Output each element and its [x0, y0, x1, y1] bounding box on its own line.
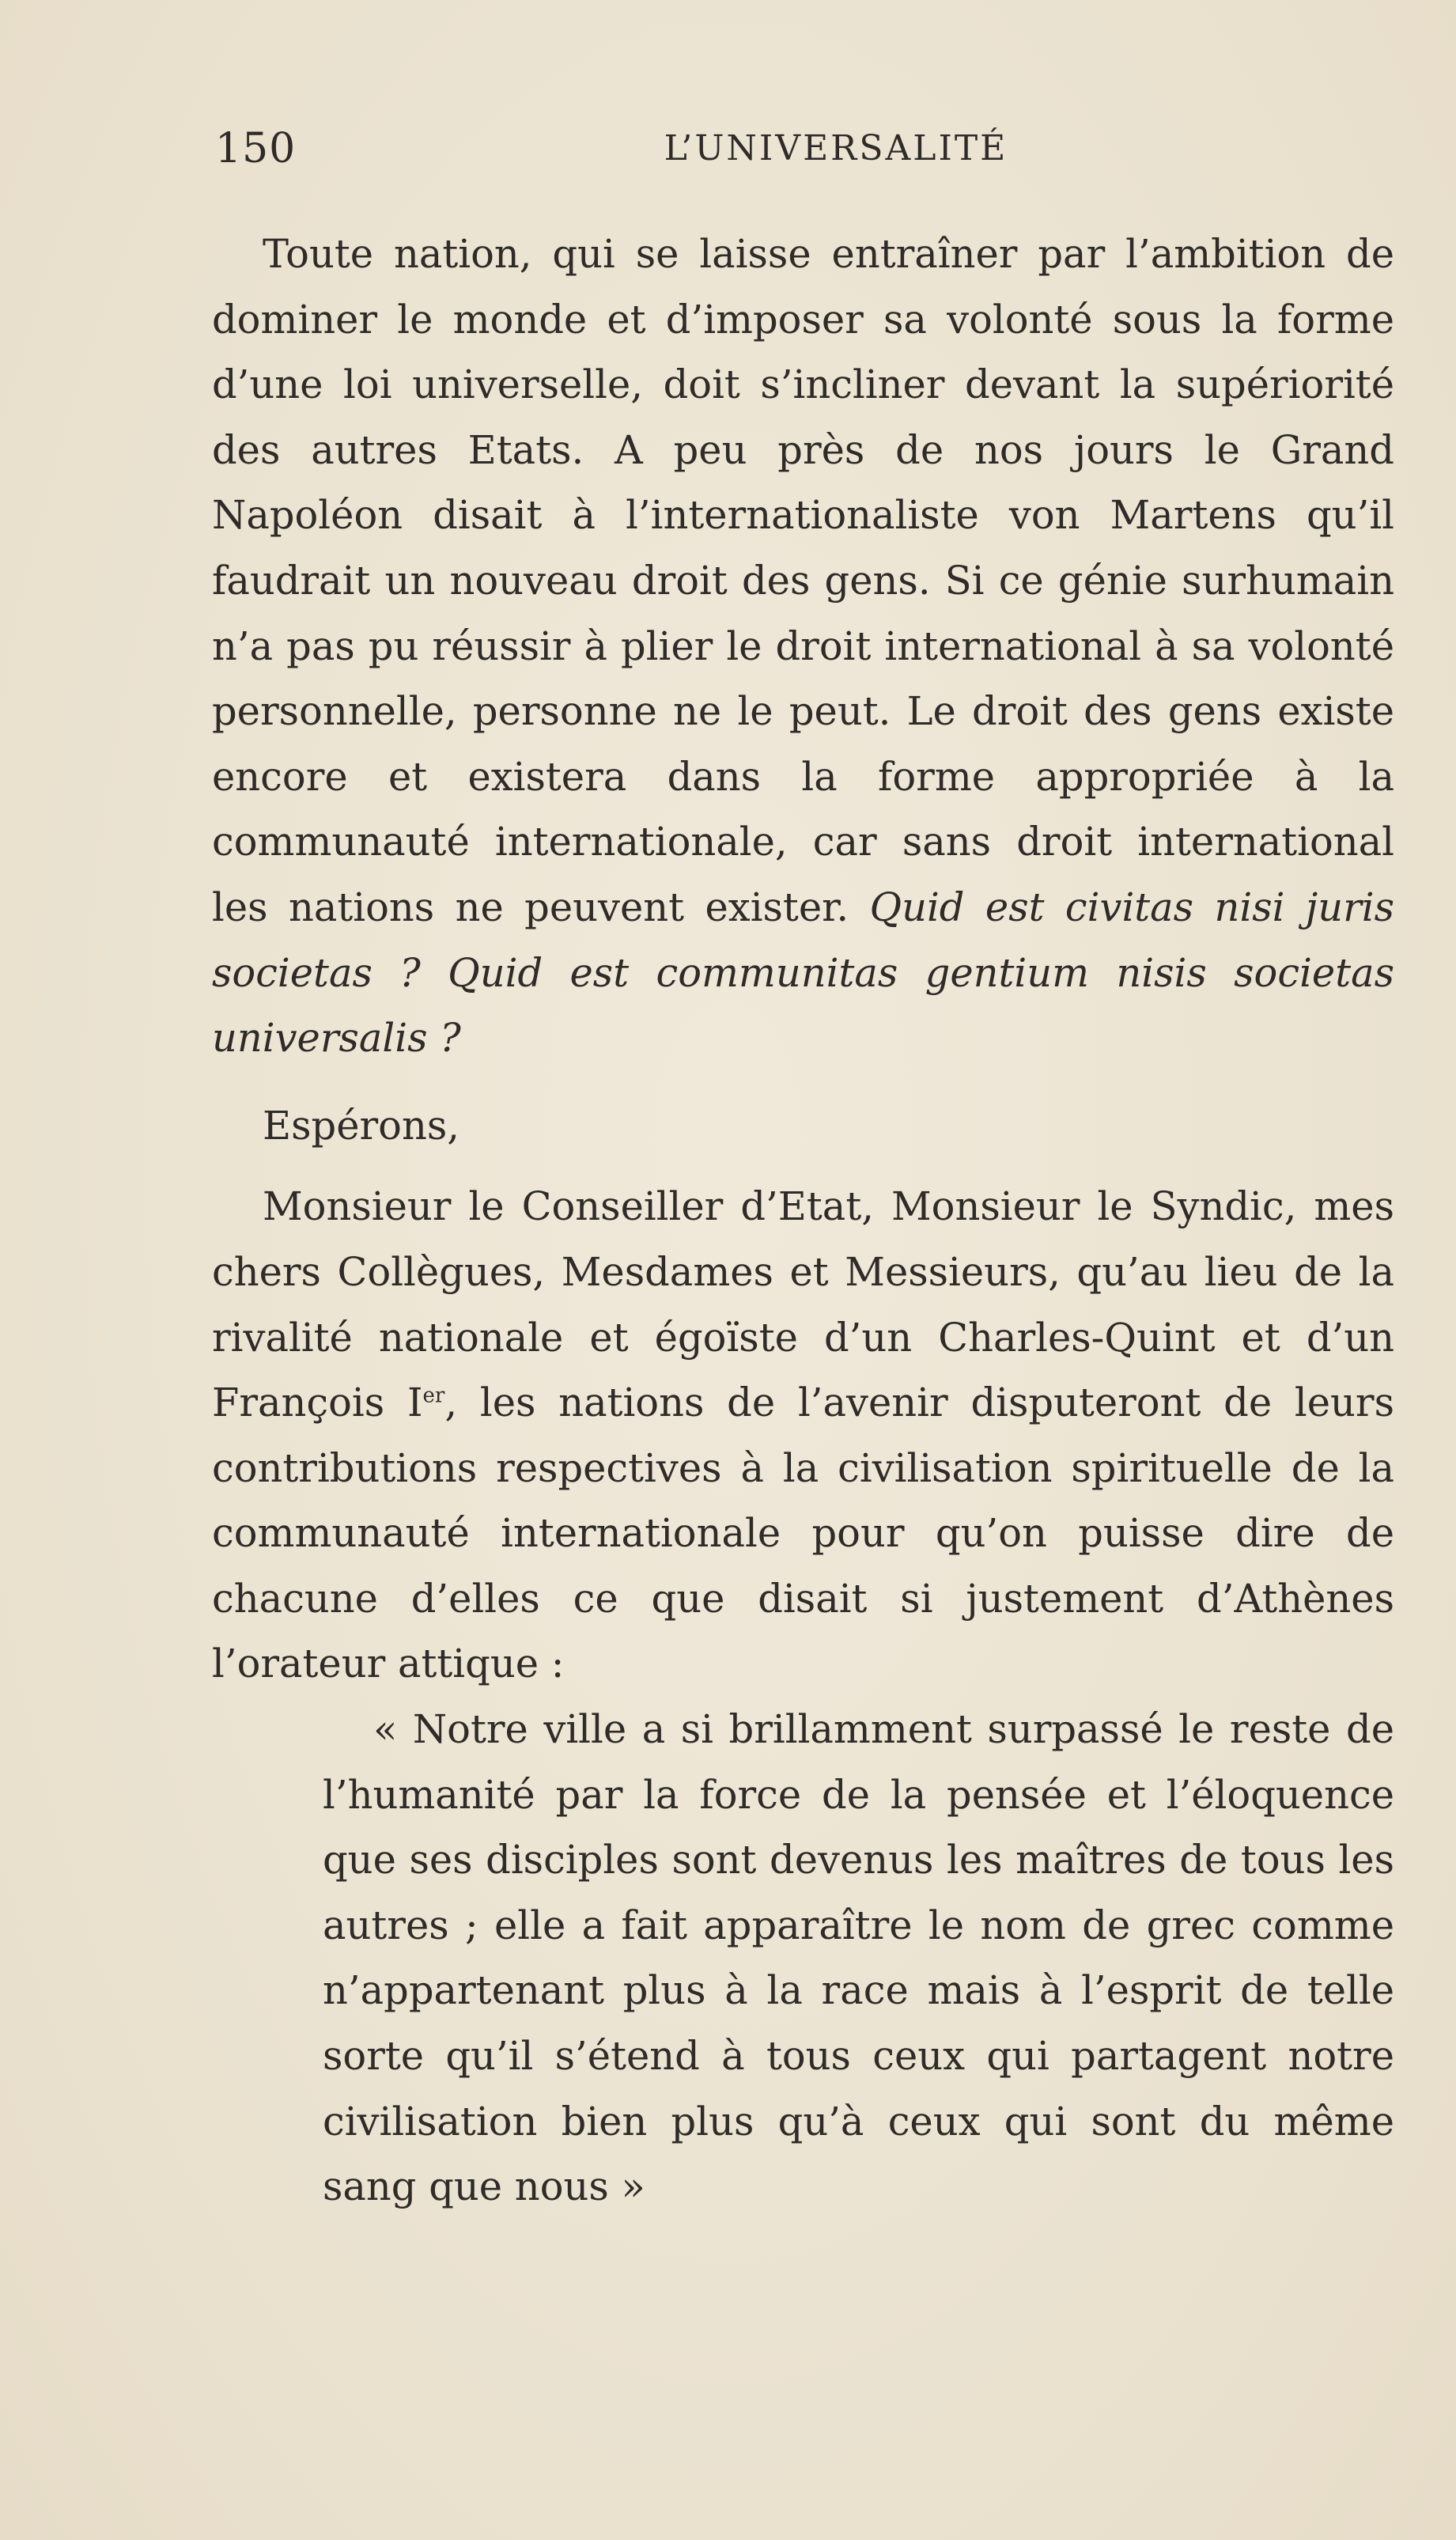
paragraph-3-text-b: , les nations de l’avenir disputeront de leurs contributions respectives à la civilisation spirituelle de la communauté internationale pour qu’on puisse dire de chacune d’elles ce que disait si justement d’Athènes l’orateur attique : — [212, 1380, 1394, 1687]
block-quote: « Notre ville a si brillamment surpassé le reste de l’humanité par la force de la pensée et l’éloquence que ses disciples sont devenus les maîtres de tous les autres ; elle a fait apparaître le nom de grec comme n’appartenant plus à la race mais à l’esprit de telle sorte qu’il s’étend à tous ceux qui partagent notre civilisation bien plus qu’à ceux qui sont du même sang que nous » — [323, 1706, 1394, 2210]
ordinal-superscript: er — [422, 1384, 445, 1408]
paragraph-3-text-a: Monsieur le Conseiller d’Etat, Monsieur le Syndic, mes chers Collègues, Mesdames et Messieurs, qu’au lieu de la rivalité nationale et égoïste d’un Charles-Quint et d’un François I — [212, 1183, 1394, 1426]
running-title: L’UNIVERSALITÉ — [664, 128, 1008, 168]
paragraph-1-text: Toute nation, qui se laisse entraîner par l’ambition de dominer le monde et d’imposer sa volonté sous la forme d’une loi universelle, doit s’incliner devant la supériorité des autres Etats. A peu près de nos jours le Grand Napoléon disait à l’internationaliste von Martens qu’il faudrait un nouveau droit des gens. Si ce génie surhumain n’a pas pu réussir à plier le droit international à sa volonté personnelle, personne ne le peut. Le droit des gens existe encore et existera dans la forme appropriée à la communauté internationale, car sans droit international les nations ne peuvent exister. — [212, 231, 1394, 930]
paragraph-1 — [212, 221, 1394, 1071]
paragraph-2: Espérons, — [263, 1102, 459, 1149]
latin-quotation: Quid est civitas nisi juris societas ? Quid est communitas gentium nisis societas universalis ? — [212, 884, 1394, 1062]
body-text — [212, 221, 1394, 2220]
paragraph-3 — [212, 1174, 1394, 1697]
page-header — [215, 117, 1397, 180]
page-number: 150 — [215, 125, 297, 172]
